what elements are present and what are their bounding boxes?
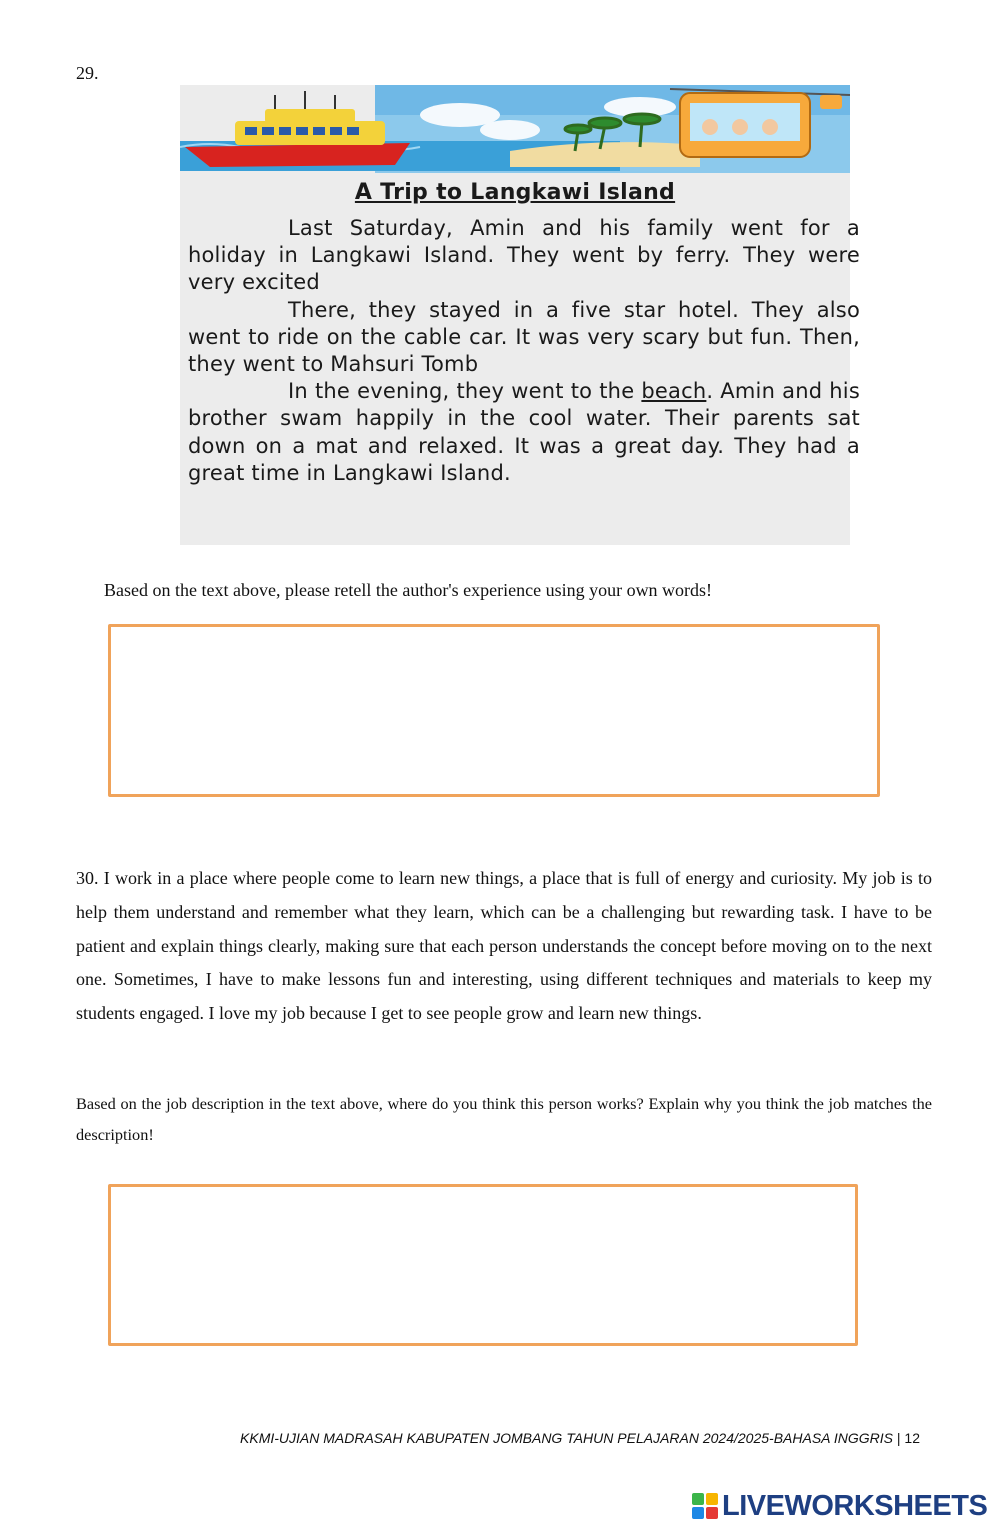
page-footer	[184, 1430, 920, 1446]
ferry-beach-cablecar-banner	[180, 85, 850, 177]
story-paragraph-start: In the evening, they went to the	[288, 379, 635, 404]
question-29-prompt: Based on the text above, please retell the author's experience using your own words!	[104, 580, 713, 600]
liveworksheets-blocks-icon	[692, 1493, 718, 1519]
story-paragraph-rest: . Amin and his brother swam happily in the cool water. Their parents sat down on a mat and relaxed. It was a great day. They had a great time in Langkawi Island.	[188, 379, 860, 485]
liveworksheets-logo	[692, 1488, 987, 1524]
story-illustration	[180, 85, 860, 545]
liveworksheets-wordmark: LIVEWORKSHEETS	[722, 1489, 988, 1522]
question-29-number: 29.	[76, 63, 99, 83]
footer-separator: |	[893, 1430, 905, 1446]
footer-text: KKMI-UJIAN MADRASAH KABUPATEN JOMBANG TAHUN PELAJARAN 2024/2025-BAHASA INGGRIS	[240, 1430, 893, 1446]
page-number: 12	[904, 1430, 920, 1446]
question-30-prompt: Based on the job description in the text above, where do you think this person works? Explain why you think the job matches the description!	[76, 1094, 932, 1144]
story-paragraph: Last Saturday, Amin and his family went for a holiday in Langkawi Island. They went by ferry. They were very excited	[188, 216, 860, 295]
story-text	[188, 215, 860, 487]
underlined-word: beach	[641, 379, 707, 404]
story-paragraph: There, they stayed in a five star hotel. They also went to ride on the cable car. It was very scary but fun. Then, they went to Mahsuri Tomb	[188, 297, 860, 377]
question-30-paragraph: 30. I work in a place where people come to learn new things, a place that is full of energy and curiosity. My job is to help them understand and remember what they learn, which can be a challenging but rewarding task. I have to be patient and explain things clearly, making sure that each person understands the concept before moving on to the next one. Sometimes, I have to make lessons fun and interesting, using different techniques and materials to keep my students engaged. I love my job because I get to see people grow and learn new things.	[76, 868, 932, 1024]
answer-box-30[interactable]	[108, 1184, 858, 1346]
answer-box-29[interactable]	[108, 624, 880, 797]
story-paragraph	[188, 378, 860, 487]
story-title: A Trip to Langkawi Island	[354, 180, 676, 205]
